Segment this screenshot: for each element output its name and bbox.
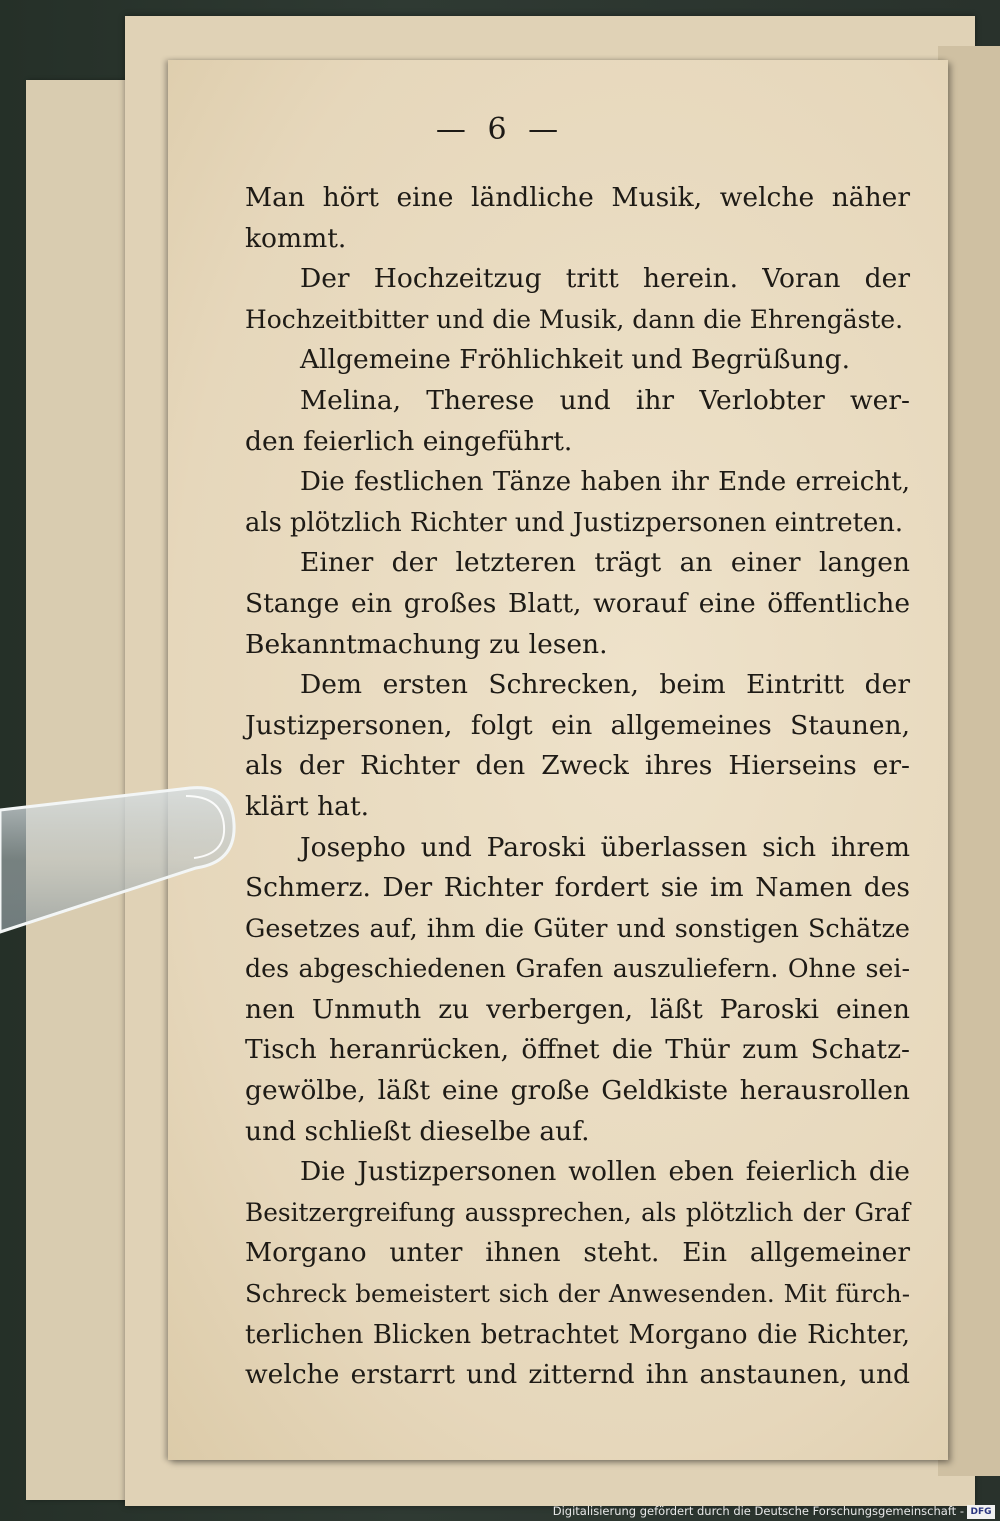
text-line: Man hört eine ländliche Musik, welche näher <box>245 182 910 213</box>
text-line: Hochzeitbitter und die Musik, dann die Ehrengäste. <box>245 304 904 334</box>
text-line: Melina, Therese und ihr Verlobter wer- <box>300 384 910 416</box>
text-line: klärt hat. <box>245 790 370 822</box>
text-line: Justizpersonen, folgt ein allgemeines Staunen, <box>245 709 910 741</box>
text-line: Dem ersten Schrecken, beim Eintritt der <box>300 669 910 701</box>
dfg-logo: DFG <box>967 1505 995 1519</box>
text-line: kommt. <box>245 222 347 254</box>
text-line: Schmerz. Der Richter fordert sie im Namen des <box>245 872 910 904</box>
text-line: Besitzergreifung aussprechen, als plötzlich der Graf <box>245 1197 910 1227</box>
text-line: den feierlich eingeführt. <box>245 425 573 457</box>
text-line: und schließt dieselbe auf. <box>245 1115 590 1147</box>
text-line: Gesetzes auf, ihm die Güter und sonstigen Schätze <box>245 913 910 944</box>
text-line: Einer der letzteren trägt an einer langen <box>300 547 910 579</box>
text-line: Tisch heranrücken, öffnet die Thür zum Schatz- <box>245 1034 910 1066</box>
glass-page-holder <box>0 782 236 942</box>
text-line: Stange ein großes Blatt, worauf eine öffentliche <box>245 587 910 619</box>
text-line: terlichen Blicken betrachtet Morgano die Richter, <box>245 1319 910 1350</box>
text-line: Bekanntmachung zu lesen. <box>245 628 608 660</box>
text-line: als der Richter den Zweck ihres Hierseins er- <box>245 750 910 782</box>
text-line: welche erstarrt und zitternd ihn anstaunen, und <box>245 1359 910 1391</box>
text-line: Josepho und Paroski überlassen sich ihrem <box>300 831 910 863</box>
text-line: Schreck bemeistert sich der Anwesenden. Mit fürch- <box>245 1279 910 1309</box>
text-line: Morgano unter ihnen steht. Ein allgemeiner <box>245 1237 910 1269</box>
text-line: Die festlichen Tänze haben ihr Ende erreicht, <box>300 467 910 498</box>
text-line: Der Hochzeitzug tritt herein. Voran der <box>300 263 910 295</box>
page-number: — 6 — <box>435 112 565 147</box>
page-text <box>245 178 910 1396</box>
text-line: Die Justizpersonen wollen eben feierlich die <box>300 1156 910 1188</box>
text-line: nen Unmuth zu verbergen, läßt Paroski einen <box>245 993 910 1025</box>
text-line: gewölbe, läßt eine große Geldkiste herausrollen <box>245 1075 910 1107</box>
text-line: als plötzlich Richter und Justizpersonen eintreten. <box>245 507 904 538</box>
text-line: des abgeschiedenen Grafen auszuliefern. Ohne sei- <box>245 954 910 984</box>
text-line: Allgemeine Fröhlichkeit und Begrüßung. <box>300 344 851 376</box>
digitization-credit: Digitalisierung gefördert durch die Deutsche Forschungsgemeinschaft - <box>552 1504 964 1518</box>
